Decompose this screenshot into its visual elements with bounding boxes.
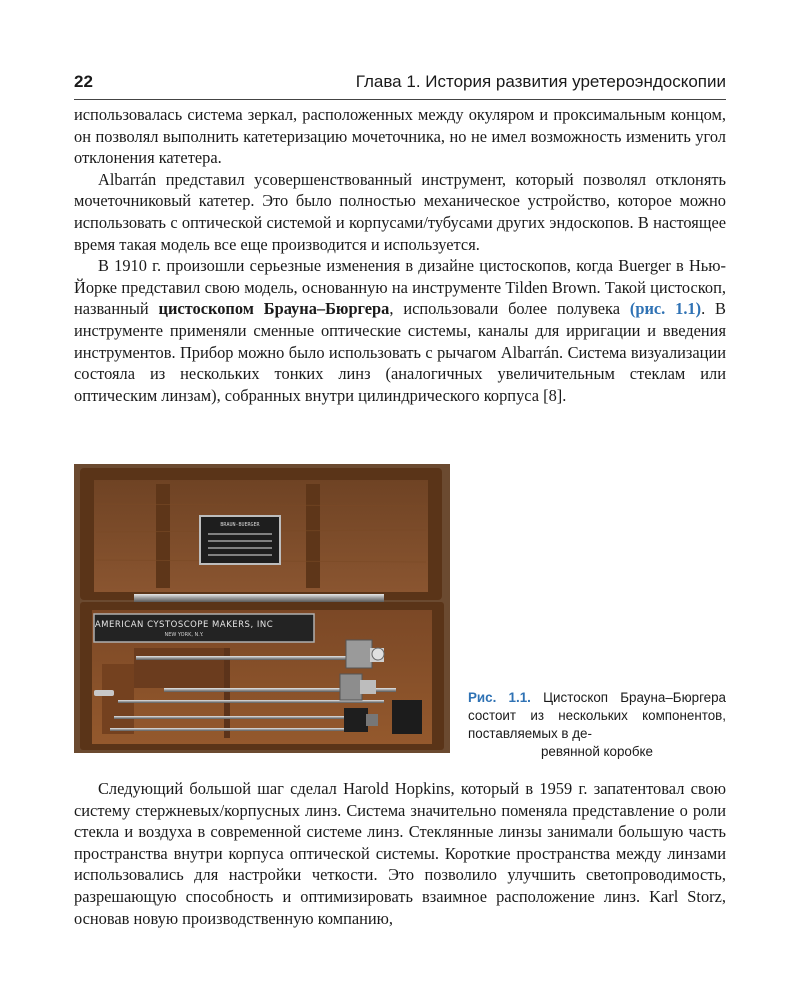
caption-label: Рис. 1.1. bbox=[468, 690, 531, 705]
bottom-text-block bbox=[74, 778, 726, 929]
text-run: В 1910 г. произошли серьезные изменения в дизайне цистоскопов, когда Buerger в Нью-Йорке представил свою модель, основанную на инструменте Tilden Brown. Такой цистоскоп, названный bbox=[74, 256, 726, 319]
text-run: . В инструменте применяли сменные оптические системы, каналы для ирригации и введения инструментов. Прибор можно было использовать с рычагом Albarrán. Система визуализации состояла из нескольких тонких линз (аналогичных увеличительным стеклам или оптическим линзам), собранных внутри цилиндрического корпуса [8]. bbox=[74, 299, 726, 405]
chapter-title: Глава 1. История развития уретероэндоскопии bbox=[355, 72, 726, 91]
bold-term: цистоскопом Брауна–Бюргера bbox=[158, 299, 390, 319]
label-line-1: AMERICAN CYSTOSCOPE MAKERS, INC bbox=[94, 620, 274, 630]
paragraph bbox=[74, 255, 726, 406]
running-header bbox=[74, 72, 726, 98]
paragraph: Albarrán представил усовершенствованный инструмент, который позволял отклонять мочеточниковый катетер. Это было полностью механическое устройство, которое можно использовать с оптической системой и корпусами/тубусами других эндоскопов. В настоящее время такая модель все еще производится и используется. bbox=[74, 169, 726, 254]
header-rule bbox=[74, 99, 726, 100]
cystoscope-box-illustration bbox=[74, 464, 450, 753]
top-text-block bbox=[74, 104, 726, 406]
paragraph: использовалась система зеркал, расположенных между окуляром и проксимальным концом, он позволял выполнить катетеризацию мочеточника, но не имел возможность изменить угол отклонения катетера. bbox=[74, 105, 726, 168]
figure-photo bbox=[74, 464, 450, 753]
plaque-text: BRAUN-BUERGER bbox=[220, 522, 260, 528]
caption-last-line: ревянной коробке bbox=[540, 744, 654, 759]
text-run: , использовали более полувека bbox=[389, 299, 630, 319]
figure-reference[interactable]: (рис. 1.1) bbox=[629, 299, 702, 319]
caption-text: Цистоскоп Брауна–Бюргера состоит из нескольких компонентов, поставляемых в де- bbox=[468, 690, 726, 741]
label-line-2: NEW YORK, N.Y. bbox=[164, 632, 204, 638]
paragraph: Следующий большой шаг сделал Harold Hopkins, который в 1959 г. запатентовал свою систему стержневых/корпусных линз. Система значительно поменяла представление о роли стекла и воздуха в современной системе линз. Стеклянные линзы занимали большую часть пространства внутри корпуса оптической системы. Короткие пространства между линзами использовались для настройки четкости. Это позволило улучшить светопроводимость, разрешающую способность и оптимизировать взаимное расположение линз. Karl Storz, основав новую производственную компанию, bbox=[74, 779, 726, 928]
figure-caption bbox=[468, 689, 726, 761]
page-number: 22 bbox=[74, 72, 93, 91]
